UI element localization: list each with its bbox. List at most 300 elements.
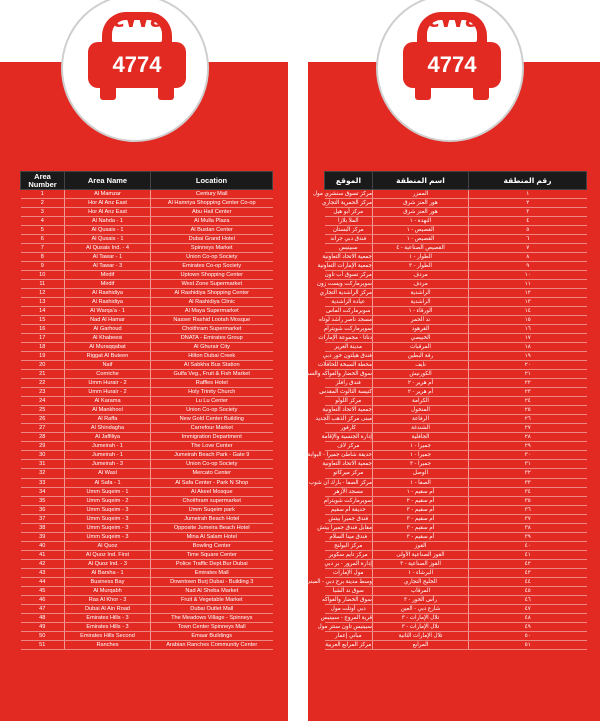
table-row (21, 370, 273, 379)
cell-area-name: الكرامة (373, 397, 469, 406)
cell-area-name: Ras Al Khor - 3 (65, 595, 151, 604)
cell-area-name: Umm Suqeim - 1 (65, 487, 151, 496)
cell-location: كنيسة الثالوث المقدس (319, 389, 372, 396)
cell-location: وسط مدينة برج دبي - المبنى ٣ (301, 578, 372, 585)
table-row (325, 217, 587, 226)
cell-number: ٢٤ (469, 397, 587, 406)
table-row (21, 478, 273, 487)
table-row (325, 433, 587, 442)
table-row (21, 244, 273, 253)
table-row (21, 235, 273, 244)
cell-location: Mina Al Salam Hotel (151, 532, 273, 541)
cell-location: جمعية الإمارات التعاونية (317, 263, 372, 270)
car-icon (88, 12, 186, 102)
cell-area-name: Al Qusais - 1 (65, 226, 151, 235)
cell-location: سوق ند الشبا (325, 586, 373, 595)
cell-number: ٤٠ (469, 541, 587, 550)
table-header-row (21, 172, 273, 190)
table-row (21, 406, 273, 415)
cell-number: 30 (21, 451, 65, 460)
table-row (325, 559, 587, 568)
cell-location: Umm Suqeim park (151, 505, 273, 514)
cell-area-name: الخبيصي (373, 334, 469, 343)
cell-location: Jumeirah Beach Park - Gate 9 (151, 451, 273, 460)
cell-number: ٨ (469, 253, 587, 262)
cell-location: دبي أوتلت مول (325, 604, 373, 613)
table-row (325, 244, 587, 253)
cell-number: ٣ (469, 208, 587, 217)
cell-number: 31 (21, 460, 65, 469)
table-row (325, 604, 587, 613)
cell-location: West Zone Supermarket (151, 280, 273, 289)
cell-area-name: أم سقيم - ٣ (373, 532, 469, 541)
cell-number: 25 (21, 406, 65, 415)
table-row (325, 208, 587, 217)
cell-number: 37 (21, 514, 65, 523)
cell-location: فندق مينا السلام (325, 532, 373, 541)
cell-area-name: Al Barsha - 1 (65, 568, 151, 577)
table-row (325, 613, 587, 622)
table-row (21, 190, 273, 199)
cell-number: ٣٤ (469, 487, 587, 496)
cell-location: جمعية الاتحاد التعاونية (322, 254, 372, 261)
cell-number: 41 (21, 550, 65, 559)
cell-location: Jumeirah Beach Hotel (151, 514, 273, 523)
cell-area-name: Naif (65, 361, 151, 370)
cell-number: ٤٨ (469, 613, 587, 622)
table-row (21, 577, 273, 586)
cell-area-name: القصيص - ١ (373, 226, 469, 235)
cell-location: Al Bustan Center (151, 226, 273, 235)
cell-location: فندق دبي جراند (325, 235, 373, 244)
cell-number: 49 (21, 622, 65, 631)
cell-location: Nasser Rashid Lootah Mosque (151, 316, 273, 325)
cell-area-name: Umm Suqeim - 2 (65, 496, 151, 505)
cell-location: إدارة الجنسية والإقامة (321, 434, 372, 441)
cell-location: مقابل فندق جميرا بيتش (317, 524, 372, 531)
cell-number: 33 (21, 478, 65, 487)
cell-number: ١٠ (469, 271, 587, 280)
table-row (325, 415, 587, 424)
cell-number: 23 (21, 388, 65, 397)
table-row (21, 352, 273, 361)
table-row (21, 226, 273, 235)
cell-number: 34 (21, 487, 65, 496)
cell-number: ٥٠ (469, 631, 587, 640)
cell-number: ١٨ (469, 343, 587, 352)
cell-area-name: البرشاء - ١ (373, 568, 469, 577)
cell-location: فندق رافلز (325, 379, 373, 388)
cell-number: ١ (469, 190, 587, 199)
cell-number: 8 (21, 253, 65, 262)
cell-number: 43 (21, 568, 65, 577)
table-row (21, 523, 273, 532)
cell-number: ٥ (469, 226, 587, 235)
table-row (325, 442, 587, 451)
cell-area-name: تلال الإمارات - ٣ (373, 622, 469, 631)
cell-number: ٣٠ (469, 451, 587, 460)
cell-area-name: Al Mamzar (65, 190, 151, 199)
table-row (325, 253, 587, 262)
cell-number: 48 (21, 613, 65, 622)
table-row (325, 532, 587, 541)
cell-number: ٤٣ (469, 568, 587, 577)
cell-location: Al Ghurair City (151, 343, 273, 352)
cell-location: Opposite Jumeira Beach Hotel (151, 523, 273, 532)
cell-number: ٣٨ (469, 523, 587, 532)
badge-number: 4774 (427, 52, 477, 77)
table-row (325, 424, 587, 433)
cell-area-name: Mirdif (65, 280, 151, 289)
table-row (21, 199, 273, 208)
cell-number: ٦ (469, 235, 587, 244)
table-row (325, 568, 587, 577)
cell-location: حديقة شاطئ جميرا - البوابة ٩ (303, 452, 372, 459)
area-table-arabic (301, 171, 587, 650)
cell-area-name: هور العنز شرق (373, 208, 469, 217)
cell-area-name: نايف (373, 361, 469, 370)
table-row (21, 631, 273, 640)
cell-area-name: أم سقيم - ٣ (373, 514, 469, 523)
cell-number: ١٩ (469, 352, 587, 361)
table-row (21, 271, 273, 280)
cell-location: Emirates Mall (151, 568, 273, 577)
cell-location: Union Co-op Society (151, 460, 273, 469)
table-row (325, 541, 587, 550)
cell-area-name: أم سقيم - ٣ (373, 505, 469, 514)
cell-area-name: Al Warqa'a - 1 (65, 307, 151, 316)
cell-location: Fruit & Vegetable Market (151, 595, 273, 604)
cell-number: ٣١ (469, 460, 587, 469)
cell-location: سوق الخضار والفواكه (321, 596, 372, 603)
cell-location: مركز الحمرية التجاري (321, 200, 372, 207)
table-row (325, 631, 587, 640)
cell-area-name: Al Tawar - 3 (65, 262, 151, 271)
cell-location: مسجد الأزهر (325, 487, 373, 496)
cell-number: ٤١ (469, 550, 587, 559)
cell-area-name: Al Garhoud (65, 325, 151, 334)
cell-location: سوبرماركت الماس (325, 307, 373, 316)
cell-location: مركز أبو هيل (325, 208, 373, 217)
cell-number: 14 (21, 307, 65, 316)
table-row (21, 532, 273, 541)
cell-number: ٣٦ (469, 505, 587, 514)
cell-location: Choithram Supermarket (151, 325, 273, 334)
cell-area-name: Umm Suqeim - 3 (65, 523, 151, 532)
cell-area-name: هور العنز شرق (373, 199, 469, 208)
cell-number: ٤٥ (469, 586, 587, 595)
table-row (21, 622, 273, 631)
cell-number: 2 (21, 199, 65, 208)
cell-location: مول الإمارات (325, 568, 373, 577)
cell-location: مركز تسوق أب تاون (324, 272, 372, 279)
cell-area-name: Hor Al Anz East (65, 208, 151, 217)
cell-area-name: جميرا - ١ (373, 442, 469, 451)
table-row (21, 550, 273, 559)
table-row (325, 271, 587, 280)
cell-number: 11 (21, 280, 65, 289)
cell-area-name: تلال الإمارات - ٣ (373, 613, 469, 622)
cell-area-name: Umm Suqeim - 3 (65, 514, 151, 523)
cell-number: ٢٣ (469, 388, 587, 397)
cell-area-name: المرقبات (373, 343, 469, 352)
cell-area-name: Al Quoz (65, 541, 151, 550)
cell-area-name: Al Qusais Ind. - 4 (65, 244, 151, 253)
cell-number: ٢١ (469, 370, 587, 379)
cell-number: 21 (21, 370, 65, 379)
cell-location: مسجد ناصر راشد لوتاه (319, 317, 372, 324)
cell-number: ٩ (469, 262, 587, 271)
cell-area-name: Al Shindagha (65, 424, 151, 433)
table-row (21, 640, 273, 649)
cell-location: Mercato Center (151, 469, 273, 478)
table-row (325, 595, 587, 604)
cell-area-name: Al Rashidiya (65, 289, 151, 298)
cell-area-name: Emirates Hills - 3 (65, 622, 151, 631)
table-row (325, 505, 587, 514)
cell-area-name: Al Mankhool (65, 406, 151, 415)
cell-location: New Gold Center Building (151, 415, 273, 424)
badge-arabic-number: ٤٧٧٤ (427, 10, 477, 32)
header-area-name-ar: اسم المنطقة (373, 172, 469, 190)
cell-number: 1 (21, 190, 65, 199)
cell-number: ٢٥ (469, 406, 587, 415)
cell-location: حديقة أم سقيم (325, 505, 373, 514)
cell-number: 19 (21, 352, 65, 361)
table-row (21, 280, 273, 289)
cell-number: 3 (21, 208, 65, 217)
table-row (21, 496, 273, 505)
area-table-english (20, 171, 273, 650)
cell-number: 24 (21, 397, 65, 406)
cell-location: عيادة الراشدية (325, 298, 373, 307)
cell-location: Gulfa Veg., Fruit & Fish Market (151, 370, 273, 379)
cell-number: ٣٢ (469, 469, 587, 478)
badge-arabic-number: ٤٧٧٤ (112, 10, 162, 32)
cell-location: Immigration Department (151, 433, 273, 442)
cell-location: Downtown Burj Dubai - Building 3 (151, 577, 273, 586)
table-row (325, 379, 587, 388)
cell-area-name: Emirates Hills - 3 (65, 613, 151, 622)
cell-area-name: Corniche (65, 370, 151, 379)
cell-number: ١٥ (469, 316, 587, 325)
cell-area-name: رأس الخور - ٣ (373, 595, 469, 604)
table-row (325, 622, 587, 631)
cell-location: مركز تسوق سنشري مول (312, 191, 372, 197)
cell-number: ٣٧ (469, 514, 587, 523)
car-badge-left (61, 0, 209, 142)
cell-area-name: أم سقيم - ١ (373, 487, 469, 496)
cell-area-name: Ranches (65, 640, 151, 649)
table-row (21, 451, 273, 460)
cell-number: ٣٥ (469, 496, 587, 505)
cell-area-name: المنخول (373, 406, 469, 415)
cell-area-name: Al Muraqqabat (65, 343, 151, 352)
cell-number: ٣٩ (469, 532, 587, 541)
cell-location: Emaar Buildings (151, 631, 273, 640)
cell-area-name: الطوار - ٣ (373, 262, 469, 271)
cell-location: Al Sabkha Bus Station (151, 361, 273, 370)
table-row (325, 280, 587, 289)
cell-location: Union Co-op Society (151, 406, 273, 415)
cell-area-name: Jumeirah - 1 (65, 451, 151, 460)
cell-location: Uptown Shopping Center (151, 271, 273, 280)
cell-location: سوبرماركت ويست زون (316, 281, 372, 288)
cell-area-name: أم هرير - ٢ (373, 379, 469, 388)
cell-location: مبنى مركز الذهب الجديد (315, 416, 372, 423)
cell-number: 10 (21, 271, 65, 280)
cell-area-name: Mirdif (65, 271, 151, 280)
table-row (21, 316, 273, 325)
cell-area-name: الطوار - ١ (373, 253, 469, 262)
table-row (325, 487, 587, 496)
car-badge-right (376, 0, 524, 142)
cell-number: 16 (21, 325, 65, 334)
table-row (21, 595, 273, 604)
cell-area-name: Al Safa - 1 (65, 478, 151, 487)
car-icon (403, 12, 501, 102)
cell-area-name: Al Wasl (65, 469, 151, 478)
table-row (21, 325, 273, 334)
table-row (325, 523, 587, 532)
table-row (21, 487, 273, 496)
cell-location: سبينيس (325, 244, 373, 253)
table-row (325, 514, 587, 523)
table-row (325, 451, 587, 460)
cell-area-name: ند الحمر (373, 316, 469, 325)
cell-number: 38 (21, 523, 65, 532)
cell-location: Al Rashidiya Clinic (151, 298, 273, 307)
cell-number: 50 (21, 631, 65, 640)
table-row (325, 316, 587, 325)
cell-area-name: Umm Hurair - 2 (65, 379, 151, 388)
cell-location: Nad Al Sheba Market (151, 586, 273, 595)
cell-number: ٢٧ (469, 424, 587, 433)
table-header-row (325, 172, 587, 190)
cell-area-name: Umm Hurair - 2 (65, 388, 151, 397)
cell-number: 27 (21, 424, 65, 433)
cell-area-name: Al Qusais - 1 (65, 235, 151, 244)
cell-area-name: Al Nahda - 1 (65, 217, 151, 226)
table-row (325, 478, 587, 487)
cell-number: ١١ (469, 280, 587, 289)
cell-location: قرية المروج - سبينيس (320, 614, 372, 621)
cell-location: Holy Trinity Church (151, 388, 273, 397)
cell-location: كارفور (325, 424, 373, 433)
cell-number: 7 (21, 244, 65, 253)
table-row (325, 586, 587, 595)
cell-area-name: الراشدية (373, 298, 469, 307)
table-row (325, 334, 587, 343)
cell-location: سوبرماركت شويترام (323, 497, 372, 504)
cell-area-name: جميرا - ١ (373, 451, 469, 460)
table-row (325, 361, 587, 370)
table-row (21, 559, 273, 568)
table-row (325, 199, 587, 208)
cell-area-name: الكورنيش (373, 370, 469, 379)
cell-location: Arabian Ranches Community Center (151, 640, 273, 649)
cell-location: Al Safa Center - Park N Shop (151, 478, 273, 487)
table-row (325, 496, 587, 505)
cell-area-name: Al Khabeesi (65, 334, 151, 343)
table-row (21, 379, 273, 388)
cell-location: Town Center Spinneys Mall (151, 622, 273, 631)
table-row (325, 352, 587, 361)
cell-location: سبينيس تاون سنتر مول (317, 623, 372, 630)
cell-location: Al Maya Supermarket (151, 307, 273, 316)
cell-area-name: القوز الصناعية الأولى (373, 550, 469, 559)
header-location-ar: الموقع (325, 172, 373, 190)
cell-area-name: القوز الصناعية - ٣ (373, 559, 469, 568)
table-row (21, 424, 273, 433)
table-row (21, 442, 273, 451)
cell-area-name: Jumeirah - 1 (65, 442, 151, 451)
cell-location: Lu Lu Center (151, 397, 273, 406)
cell-area-name: جميرا - ٣ (373, 460, 469, 469)
cell-location: Time Square Center (151, 550, 273, 559)
cell-area-name: Al Rashidiya (65, 298, 151, 307)
table-row (21, 298, 273, 307)
cell-number: 32 (21, 469, 65, 478)
cell-location: The Love Center (151, 442, 273, 451)
table-row (325, 307, 587, 316)
cell-number: ٢٨ (469, 433, 587, 442)
header-area-number: Area Number (21, 172, 65, 190)
cell-area-name: شارع دبي - العين (373, 604, 469, 613)
cell-number: ٢٩ (469, 442, 587, 451)
table-row (21, 208, 273, 217)
cell-area-name: الخليج التجاري (373, 577, 469, 586)
cell-area-name: Umm Suqeim - 3 (65, 505, 151, 514)
cell-location: The Meadows Village - Spinneys (151, 613, 273, 622)
cell-number: 18 (21, 343, 65, 352)
cell-location: مركز البستان (325, 226, 373, 235)
cell-number: ٤٤ (469, 577, 587, 586)
cell-number: 29 (21, 442, 65, 451)
cell-location: Al Hamriya Shopping Center Co-op (151, 199, 273, 208)
cell-location: Union Co-op Society (151, 253, 273, 262)
cell-number: 22 (21, 379, 65, 388)
cell-area-name: المرقاب (373, 586, 469, 595)
table-row (325, 397, 587, 406)
cell-location: مدينة الغرير (325, 343, 373, 352)
cell-location: Police Traffic Dept.Bur Dubai (151, 559, 273, 568)
cell-area-name: مردف (373, 280, 469, 289)
cell-area-name: أم سقيم - ٢ (373, 496, 469, 505)
cell-number: ٥١ (469, 640, 587, 649)
table-row (21, 307, 273, 316)
cell-number: ٢ (469, 199, 587, 208)
cell-number: 26 (21, 415, 65, 424)
table-row (21, 334, 273, 343)
cell-number: ٢٢ (469, 379, 587, 388)
cell-number: ٤٩ (469, 622, 587, 631)
table-row (21, 397, 273, 406)
table-row (21, 613, 273, 622)
table-row (21, 460, 273, 469)
cell-area-name: Business Bay (65, 577, 151, 586)
cell-number: 12 (21, 289, 65, 298)
table-row (21, 541, 273, 550)
cell-number: 47 (21, 604, 65, 613)
cell-area-name: Al Raffa (65, 415, 151, 424)
cell-number: ٣٣ (469, 478, 587, 487)
table-row (21, 604, 273, 613)
cell-location: إدارة المرور - بر دبي (324, 560, 372, 567)
cell-area-name: الصفا - ١ (373, 478, 469, 487)
cell-number: 4 (21, 217, 65, 226)
cell-area-name: الراشدية (373, 289, 469, 298)
